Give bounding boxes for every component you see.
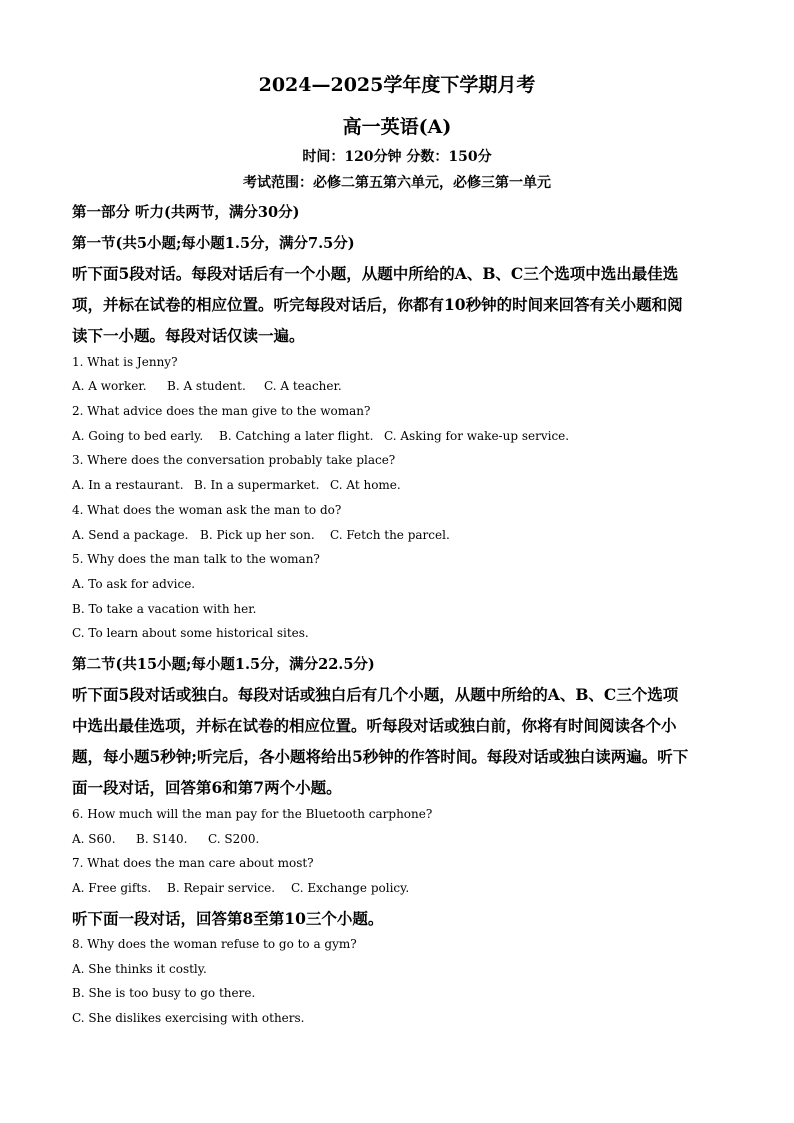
section1-heading: 第一节(共5小题;每小题1.5分，满分7.5分) — [72, 235, 355, 252]
option-c: C. Fetch the parcel. — [330, 528, 450, 542]
question-stem: 6. How much will the man pay for the Bluetooth carphone? — [72, 807, 433, 821]
question-options — [72, 881, 409, 895]
option-b: B. A student. — [167, 379, 246, 393]
option-b: B. S140. — [136, 832, 188, 846]
exam-title: 2024—2025学年度下学期月考 — [258, 74, 536, 96]
option-a: A. To ask for advice. — [72, 577, 196, 591]
question-stem: 1. What is Jenny? — [72, 355, 178, 369]
exam-scope: 考试范围：必修二第五第六单元，必修三第一单元 — [243, 175, 551, 191]
option-b: B. In a supermarket. — [194, 478, 320, 492]
option-a: A. Going to bed early. — [72, 429, 204, 443]
section2-heading: 第二节(共15小题;每小题1.5分，满分22.5分) — [72, 656, 375, 673]
option-c: C. A teacher. — [264, 379, 342, 393]
section2-instruction-line: 面一段对话，回答第6和第7两个小题。 — [72, 778, 342, 797]
question-options — [72, 478, 401, 492]
option-b: B. Pick up her son. — [200, 528, 315, 542]
question-stem: 5. Why does the man talk to the woman? — [72, 552, 320, 566]
section2-instruction-line: 题，每小题5秒钟;听完后，各小题将给出5秒钟的作答时间。每段对话或独白读两遍。听下 — [72, 747, 689, 766]
option-a: A. She thinks it costly. — [72, 962, 207, 976]
question-stem: 7. What does the man care about most? — [72, 856, 314, 870]
part1-heading: 第一部分 听力(共两节，满分30分) — [72, 204, 300, 221]
option-a: A. Free gifts. — [72, 881, 152, 895]
question-options — [72, 832, 259, 846]
exam-subject: 高一英语(A) — [342, 116, 452, 138]
option-a: A. In a restaurant. — [72, 478, 184, 492]
option-b: B. Repair service. — [167, 881, 276, 895]
question-stem: 4. What does the woman ask the man to do? — [72, 503, 342, 517]
question-stem: 8. Why does the woman refuse to go to a gym? — [72, 937, 357, 951]
question-stem: 2. What advice does the man give to the woman? — [72, 404, 371, 418]
option-c: C. At home. — [330, 478, 401, 492]
option-b: B. Catching a later flight. — [219, 429, 374, 443]
question-options — [72, 429, 569, 443]
question-stem: 3. Where does the conversation probably take place? — [72, 453, 396, 467]
option-c: C. Asking for wake-up service. — [384, 429, 570, 443]
section1-instruction-line: 读下一小题。每段对话仅读一遍。 — [72, 326, 305, 345]
exam-time-score: 时间：120分钟 分数：150分 — [302, 149, 492, 165]
option-b: B. To take a vacation with her. — [72, 602, 257, 616]
option-a: A. A worker. — [72, 379, 147, 393]
option-c: C. She dislikes exercising with others. — [72, 1011, 305, 1025]
question-options — [72, 379, 342, 393]
section2-instruction-line: 听下面5段对话或独白。每段对话或独白后有几个小题，从题中所给的A、B、C三个选项 — [72, 685, 679, 704]
section2-sub-instruction: 听下面一段对话，回答第8至第10三个小题。 — [72, 909, 384, 928]
option-c: C. Exchange policy. — [291, 881, 410, 895]
option-a: A. Send a package. — [72, 528, 189, 542]
question-options — [72, 528, 450, 542]
option-c: C. To learn about some historical sites. — [72, 626, 309, 640]
option-c: C. S200. — [208, 832, 260, 846]
option-a: A. S60. — [72, 832, 116, 846]
section1-instruction-line: 听下面5段对话。每段对话后有一个小题，从题中所给的A、B、C三个选项中选出最佳选 — [72, 264, 679, 283]
section1-instruction-line: 项，并标在试卷的相应位置。听完每段对话后，你都有10秒钟的时间来回答有关小题和阅 — [72, 295, 683, 314]
section2-instruction-line: 中选出最佳选项，并标在试卷的相应位置。听每段对话或独白前，你将有时间阅读各个小 — [72, 716, 677, 735]
option-b: B. She is too busy to go there. — [72, 986, 256, 1000]
